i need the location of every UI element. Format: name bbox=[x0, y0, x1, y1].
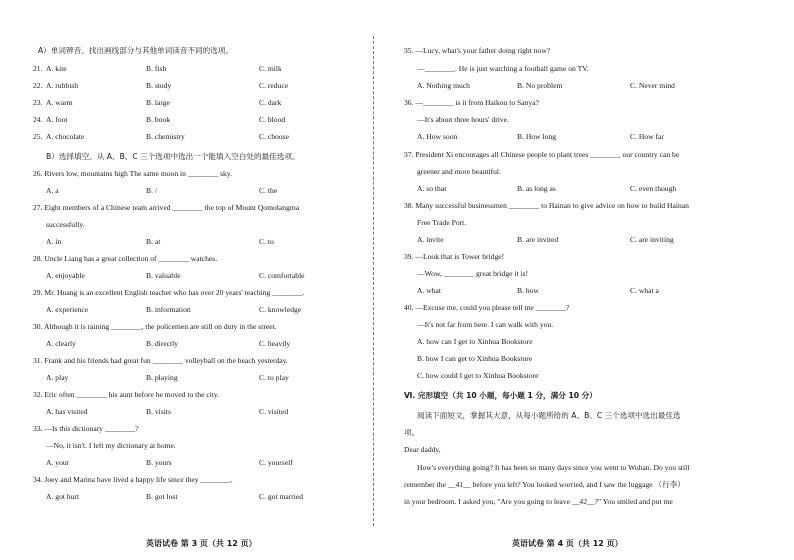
question-number: 23. bbox=[33, 98, 43, 107]
question-stem: 29. Mr. Huang is an excellent English teacher who has over 20 years' teaching ________. bbox=[33, 288, 305, 297]
option-c: C. to bbox=[259, 237, 274, 246]
cloze-blank-42: __42__ bbox=[571, 497, 595, 506]
option-a: A. your bbox=[46, 458, 70, 467]
option-a: A. clearly bbox=[46, 339, 76, 348]
option-c: C. reduce bbox=[259, 81, 289, 90]
question-stem: 39. —Look that is Tower bridge! bbox=[404, 252, 505, 261]
question-stem: 37. President Xi encourages all Chinese people to plant trees ________ our country can be bbox=[404, 150, 680, 159]
option-c: C. How far bbox=[630, 132, 664, 141]
question-number: 22. bbox=[33, 81, 43, 90]
passage-text: ?" You smiled and put me bbox=[594, 497, 673, 506]
option-c: C. choose bbox=[259, 132, 289, 141]
question-stem: 28. Uncle Liang has a great collection of ________ watches. bbox=[33, 254, 218, 263]
passage-text: in your bedroom. I asked you, "Are you going to leave bbox=[404, 497, 572, 506]
question-stem-continued: Free Trade Port. bbox=[417, 218, 467, 227]
option-c: C. dark bbox=[259, 98, 282, 107]
letter-salutation: Dear daddy, bbox=[404, 445, 441, 454]
option-a: A. how can I get to Xinhua Bookstore bbox=[417, 337, 533, 346]
option-b: B. valuable bbox=[146, 271, 181, 280]
option-c: C. how could I get to Xinhua Bookstore bbox=[417, 371, 539, 380]
option-b: B. How long bbox=[517, 132, 557, 141]
option-a: A. what bbox=[417, 286, 442, 295]
option-a: A. experience bbox=[46, 305, 89, 314]
section-vi-instruction-continued: 项。 bbox=[404, 428, 420, 437]
question-stem-reply: —Wow, ________ great bridge it is! bbox=[417, 269, 529, 278]
option-b: B. yours bbox=[146, 458, 172, 467]
option-b: B. directly bbox=[146, 339, 179, 348]
question-number: 24. bbox=[33, 115, 43, 124]
section-vi-instruction: 阅读下面短文，掌握其大意，从每小题所给的 A、B、C 三个选项中选出最佳选 bbox=[417, 411, 681, 420]
option-b: B. / bbox=[146, 186, 157, 195]
page-4 bbox=[392, 0, 794, 560]
option-c: C. heavily bbox=[259, 339, 291, 348]
option-c: C. the bbox=[259, 186, 278, 195]
option-a: A. has visited bbox=[46, 407, 88, 416]
option-b: B. are invited bbox=[517, 235, 559, 244]
question-stem-reply: —It's not far from here. I can walk with you. bbox=[417, 320, 554, 329]
question-stem: 34. Joey and Marina have lived a happy life since they ________. bbox=[33, 475, 233, 484]
option-a: A. enjoyable bbox=[46, 271, 85, 280]
passage-line: How's everything going? It has been so many days since you went to Wuhan. Do you still bbox=[417, 463, 690, 472]
option-c: C. got married bbox=[259, 492, 304, 501]
page-footer: 英语试卷 第 4 页（共 12 页） bbox=[512, 539, 623, 548]
option-a: A. play bbox=[46, 373, 69, 382]
section-vi-title: Ⅵ. 完形填空（共 10 小题，每小题 1 分，满分 10 分） bbox=[404, 391, 597, 400]
passage-text: remember the bbox=[404, 480, 448, 489]
question-stem: 26. Rivers low, mountains high The same moon in ________ sky. bbox=[33, 169, 233, 178]
question-stem: 38. Many successful businessmen ________ to Hainan to give advice on how to build Hainan bbox=[404, 201, 689, 210]
option-b: B. playing bbox=[146, 373, 178, 382]
option-b: B. study bbox=[146, 81, 172, 90]
question-stem: 27. Eight members of a Chinese team arrived ________ the top of Mount Qomolangma bbox=[33, 203, 300, 212]
option-b: B. book bbox=[146, 115, 171, 124]
option-b: B. how I can get to Xinhua Bookstore bbox=[417, 354, 533, 363]
option-c: C. yourself bbox=[259, 458, 293, 467]
page-footer: 英语试卷 第 3 页（共 12 页） bbox=[146, 539, 257, 548]
question-stem-reply: —No, it isn't. I left my dictionary at home. bbox=[46, 441, 176, 450]
option-c: C. Never mind bbox=[630, 81, 675, 90]
option-a: A. How soon bbox=[417, 132, 458, 141]
option-a: A. foot bbox=[46, 115, 68, 124]
option-b: B. large bbox=[146, 98, 170, 107]
option-c: C. are inviting bbox=[630, 235, 674, 244]
option-a: A. warm bbox=[46, 98, 73, 107]
question-stem: 32. Eric often ________ his aunt before he moved to the city. bbox=[33, 390, 220, 399]
option-b: B. fish bbox=[146, 64, 167, 73]
passage-line bbox=[404, 497, 673, 507]
option-a: A. chocolate bbox=[46, 132, 85, 141]
question-stem: 31. Frank and his friends had great fun ________ volleyball on the beach yesterday. bbox=[33, 356, 288, 365]
option-c: C. what a bbox=[630, 286, 659, 295]
column-divider bbox=[373, 36, 374, 526]
option-b: B. as long as bbox=[517, 184, 556, 193]
section-a-instruction: A）单词辨音。找出画线部分与其他单词读音不同的选项。 bbox=[38, 46, 234, 55]
option-b: B. at bbox=[146, 237, 161, 246]
question-stem: 30. Although it is raining ________, the policemen are still on duty in the street. bbox=[33, 322, 277, 331]
option-b: B. how bbox=[517, 286, 539, 295]
option-b: B. No problem bbox=[517, 81, 563, 90]
page-3 bbox=[0, 0, 388, 560]
question-stem-continued: greener and more beautiful. bbox=[417, 167, 501, 176]
passage-line bbox=[404, 480, 685, 490]
question-stem-reply: —________. He is just watching a football game on TV. bbox=[417, 64, 589, 73]
option-b: B. chemistry bbox=[146, 132, 185, 141]
option-c: C. to play bbox=[259, 373, 289, 382]
section-b-instruction: B）选择填空。从 A、B、C 三个选项中选出一个能填入空白处的最佳选项。 bbox=[46, 152, 300, 161]
option-b: B. got lost bbox=[146, 492, 178, 501]
question-number: 25. bbox=[33, 132, 43, 141]
question-stem-reply: —It's about three hours' drive. bbox=[417, 115, 509, 124]
cloze-blank-41: __41__ bbox=[447, 480, 471, 489]
option-a: A. got hurt bbox=[46, 492, 80, 501]
option-c: C. knowledge bbox=[259, 305, 302, 314]
question-stem-continued: successfully. bbox=[46, 220, 85, 229]
option-a: A. a bbox=[46, 186, 59, 195]
question-stem: 40. —Excuse me, could you please tell me ________? bbox=[404, 303, 570, 312]
option-c: C. milk bbox=[259, 64, 282, 73]
option-c: C. even though bbox=[630, 184, 677, 193]
option-c: C. visited bbox=[259, 407, 289, 416]
option-a: A. Nothing much bbox=[417, 81, 470, 90]
option-b: B. visits bbox=[146, 407, 171, 416]
option-c: C. blood bbox=[259, 115, 286, 124]
question-number: 21. bbox=[33, 64, 43, 73]
option-a: A. rubbish bbox=[46, 81, 79, 90]
option-a: A. in bbox=[46, 237, 62, 246]
option-a: A. invite bbox=[417, 235, 444, 244]
option-a: A. so that bbox=[417, 184, 447, 193]
option-c: C. comfortable bbox=[259, 271, 305, 280]
option-b: B. information bbox=[146, 305, 191, 314]
question-stem: 35. —Lucy, what's your father doing right now? bbox=[404, 46, 551, 55]
question-stem: 36. —________ is it from Haikou to Sanya? bbox=[404, 98, 539, 107]
question-stem: 33. —Is this dictionary ________? bbox=[33, 424, 139, 433]
option-a: A. kite bbox=[46, 64, 67, 73]
passage-text: before you left? You looked worried, and I saw the luggage （行李） bbox=[470, 480, 685, 489]
